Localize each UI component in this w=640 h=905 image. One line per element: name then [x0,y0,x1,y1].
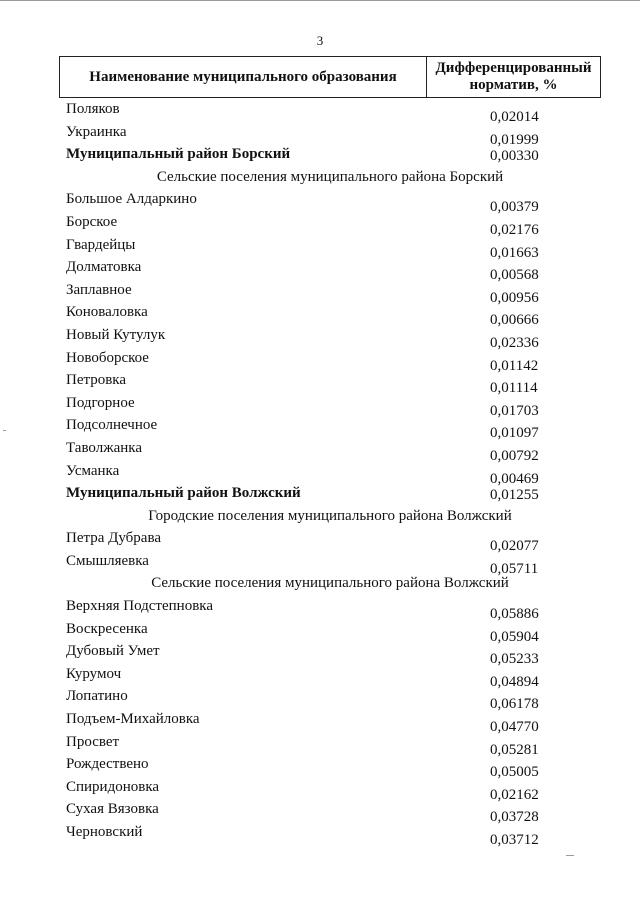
municipality-name: Спиридоновка [66,778,160,795]
table-row [0,101,640,124]
municipality-name: Петра Дубрава [66,530,162,547]
normative-value: 0,03712 [490,832,539,848]
normative-value: 0,05886 [490,606,539,623]
municipality-name: Подъем-Михайловка [66,711,200,728]
municipality-name: Долматовка [66,259,142,276]
municipality-name: Новоборское [66,349,149,366]
table-row [0,598,640,621]
table-row [0,395,640,418]
municipality-name: Новый Кутулук [66,326,166,343]
normative-value: 0,05904 [490,628,539,645]
table-row [0,688,640,711]
column-header-value-line1: Дифференцированный [435,60,592,76]
municipality-name: Петровка [66,372,127,389]
table-row [0,259,640,282]
table-row [0,327,640,350]
page-number: 3 [316,33,324,48]
normative-value: 0,00469 [490,470,539,487]
municipality-name: Украинка [66,123,127,140]
normative-value: 0,02162 [490,786,539,803]
municipality-name: Рождествено [66,756,149,773]
normative-value: 0,01142 [490,357,539,374]
table-row [0,463,640,486]
municipality-name: Верхняя Подстепновка [66,598,213,615]
table-header [59,56,601,98]
municipality-name: Борское [66,213,118,230]
district-row [0,146,640,169]
table-row [0,440,640,463]
municipality-name: Подгорное [66,394,135,411]
municipality-name: Коноваловка [66,304,148,321]
municipality-name: Поляков [66,101,120,117]
table-row [0,621,640,644]
table-row [0,711,640,734]
normative-value: 0,01663 [490,244,539,261]
table-row [0,734,640,757]
municipality-name: Лопатино [66,688,128,705]
table-row [0,350,640,373]
normative-value: 0,05711 [490,560,539,577]
normative-value: 0,02176 [490,221,539,238]
section-heading-row [0,508,640,531]
municipality-name: Воскресенка [66,620,148,637]
table-row [0,417,640,440]
scan-mark-bottom [566,855,574,856]
table-row [0,553,640,576]
table-row [0,372,640,395]
normative-value: 0,01703 [490,402,539,419]
table-row [0,756,640,779]
normative-value: 0,00666 [490,312,539,329]
municipality-name: Курумоч [66,665,122,682]
normative-value: 0,01097 [490,425,539,442]
table-row [0,779,640,802]
table-row [0,801,640,824]
municipality-name: Гвардейцы [66,236,136,253]
table-row [0,191,640,214]
normative-value: 0,04770 [490,719,539,736]
normative-value: 0,05281 [490,741,539,758]
section-heading: Сельские поселения муниципального района Борский [156,168,504,185]
table-row [0,214,640,237]
normative-value: 0,00956 [490,289,539,306]
normative-value: 0,01999 [490,131,539,148]
table-row [0,666,640,689]
section-heading: Сельские поселения муниципального района Волжский [151,575,509,592]
normative-value: 0,05005 [490,764,539,781]
normative-value: 0,06178 [490,696,539,713]
municipality-name: Большое Алдаркино [66,191,197,208]
municipality-name: Сухая Вязовка [66,801,159,818]
normative-value: 0,00792 [490,447,539,464]
column-header-name: Наименование муниципального образования [60,57,427,97]
municipality-name: Подсолнечное [66,417,158,434]
municipality-name: Усманка [66,462,120,479]
normative-value: 0,03728 [490,809,539,826]
normative-value: 0,05233 [490,651,539,668]
normative-value: 0,02336 [490,334,539,351]
municipality-name: Дубовый Умет [66,643,160,660]
table-body [0,101,640,847]
table-row [0,304,640,327]
column-header-value [427,57,600,97]
table-row [0,643,640,666]
normative-value: 0,01255 [490,487,539,504]
scan-top-line [0,0,640,1]
section-heading-row [0,169,640,192]
table-row [0,824,640,847]
normative-value: 0,01114 [490,380,538,397]
normative-value: 0,02077 [490,538,539,555]
municipality-name: Таволжанка [66,439,142,456]
table-row [0,530,640,553]
table-row [0,124,640,147]
section-heading-row [0,575,640,598]
column-header-value-line2: норматив, % [469,77,558,93]
municipality-name: Заплавное [66,281,132,298]
municipality-name: Черновский [66,824,143,840]
district-row [0,485,640,508]
normative-value: 0,00568 [490,267,539,284]
table-row [0,282,640,305]
section-heading: Городские поселения муниципального района Волжский [148,507,512,524]
municipality-name: Муниципальный район Волжский [66,485,301,502]
normative-value: 0,00379 [490,199,539,216]
municipality-name: Муниципальный район Борский [66,146,291,163]
normative-value: 0,02014 [490,109,539,125]
municipality-name: Просвет [66,733,120,750]
normative-value: 0,04894 [490,673,539,690]
table-row [0,237,640,260]
normative-value: 0,00330 [490,148,539,165]
municipality-name: Смышляевка [66,552,149,569]
